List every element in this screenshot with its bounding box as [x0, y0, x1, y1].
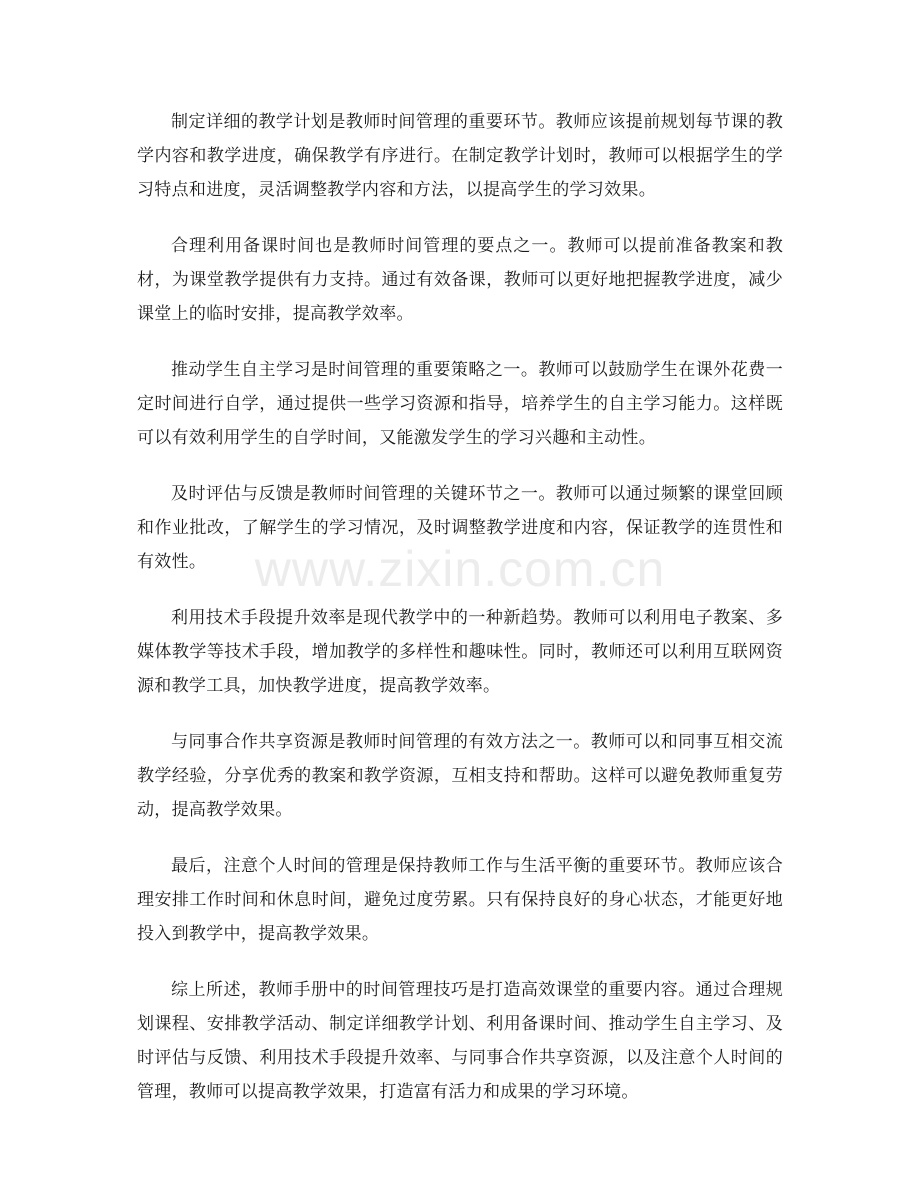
- paragraph: 及时评估与反馈是教师时间管理的关键环节之一。教师可以通过频繁的课堂回顾和作业批改，了解学生的学习情况，及时调整教学进度和内容，保证教学的连贯性和有效性。: [137, 484, 783, 572]
- paragraph: 制定详细的教学计划是教师时间管理的重要环节。教师应该提前规划每节课的教学内容和教学进度，确保教学有序进行。在制定教学计划时，教师可以根据学生的学习特点和进度，灵活调整教学内容和方法，以提高学生的学习效果。: [137, 112, 783, 200]
- paragraph: 推动学生自主学习是时间管理的重要策略之一。教师可以鼓励学生在课外花费一定时间进行自学，通过提供一些学习资源和指导，培养学生的自主学习能力。这样既可以有效利用学生的自学时间，又能激发学生的学习兴趣和主动性。: [137, 360, 783, 448]
- watermark: www.zixin.com.cn: [254, 541, 666, 597]
- paragraph: 利用技术手段提升效率是现代教学中的一种新趋势。教师可以利用电子教案、多媒体教学等技术手段，增加教学的多样性和趣味性。同时，教师还可以利用互联网资源和教学工具，加快教学进度，提高教学效率。: [137, 608, 783, 696]
- paragraph: 与同事合作共享资源是教师时间管理的有效方法之一。教师可以和同事互相交流教学经验，分享优秀的教案和教学资源，互相支持和帮助。这样可以避免教师重复劳动，提高教学效果。: [137, 732, 783, 820]
- paragraph: 最后，注意个人时间的管理是保持教师工作与生活平衡的重要环节。教师应该合理安排工作时间和休息时间，避免过度劳累。只有保持良好的身心状态，才能更好地投入到教学中，提高教学效果。: [137, 856, 783, 944]
- document-body: [137, 105, 783, 1131]
- paragraph: 综上所述，教师手册中的时间管理技巧是打造高效课堂的重要内容。通过合理规划课程、安排教学活动、制定详细教学计划、利用备课时间、推动学生自主学习、及时评估与反馈、利用技术手段提升效率、与同事合作共享资源，以及注意个人时间的管理，教师可以提高教学效果，打造富有活力和成果的学习环境。: [137, 980, 783, 1102]
- paragraph: 合理利用备课时间也是教师时间管理的要点之一。教师可以提前准备教案和教材，为课堂教学提供有力支持。通过有效备课，教师可以更好地把握教学进度，减少课堂上的临时安排，提高教学效率。: [137, 236, 783, 324]
